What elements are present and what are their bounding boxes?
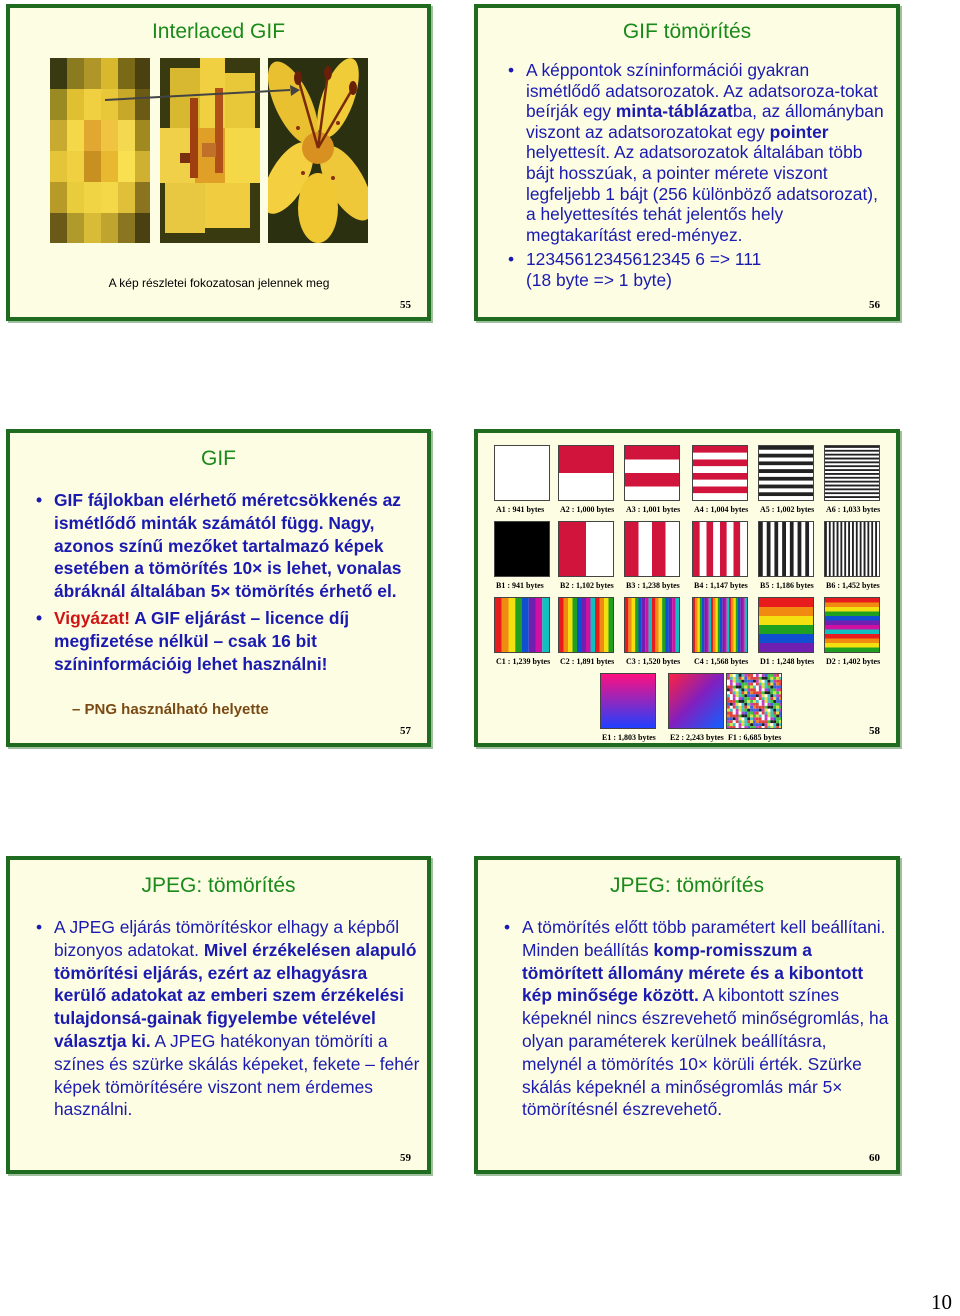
text-run: ba, az állományban viszont az adatsorozatokat egy — [526, 101, 884, 142]
test-pattern-tile — [558, 597, 614, 653]
tile-size-label: F1 : 6,685 bytes — [728, 733, 782, 742]
text-run: A JPEG hatékonyan tömöríti a színes és szürke skálás képeket, fekete – fehér képek tömörítésére viszont nem érdemes használni. — [54, 1030, 420, 1120]
slide-number: 58 — [869, 725, 880, 737]
tile-size-label: C4 : 1,568 bytes — [694, 657, 749, 666]
text-run: A tömörítés előtt több paramétert kell beállítani. Minden beállítás — [522, 917, 886, 960]
slide-number: 57 — [400, 725, 411, 737]
tile-size-label: D2 : 1,402 bytes — [826, 657, 881, 666]
slide-58 — [474, 429, 900, 747]
bullet-item — [504, 249, 884, 290]
text-run-bold: komp-romisszum a tömörített állomány mérete és a kibontott kép minősége között. — [522, 939, 864, 1006]
tile-size-label: A3 : 1,001 bytes — [626, 505, 681, 514]
slide-60 — [474, 856, 900, 1174]
slide-number: 59 — [400, 1152, 411, 1164]
text-run-bold: Mivel érzékelésen alapuló tömörítési eljárás, ezért az elhagyásra kerülő adatokat az emberi szem érzékelési tulajdonsá-gainak figyelembe vételével választja ki. — [54, 939, 417, 1051]
tile-size-label: C3 : 1,520 bytes — [626, 657, 681, 666]
test-pattern-tile — [558, 521, 614, 577]
slide-number: 60 — [869, 1152, 880, 1164]
sub-bullet: – PNG használható helyette — [72, 701, 269, 718]
image-caption: A kép részletei fokozatosan jelennek meg — [108, 276, 330, 290]
tile-size-label: A2 : 1,000 bytes — [560, 505, 615, 514]
test-pattern-tile — [624, 597, 680, 653]
bullet-list — [500, 916, 890, 1121]
tile-size-label: C1 : 1,239 bytes — [496, 657, 551, 666]
text-run: A képpontok színinformációi gyakran ismétlődő adatsorozatok. Az adatsoroza-tokat beírják egy — [526, 60, 878, 122]
bullet-item: • GIF fájlokban elérhető méretcsökkenés az ismétlődő minták számától függ. Nagy, azonos színű mezőket tartalmazó képek esetében a tömörítés 10× is lehet, vonalas ábráknál általában 5× tömörítés érhető el. — [32, 489, 422, 603]
bullet-list — [32, 916, 422, 1121]
test-pattern-tile — [692, 597, 748, 653]
test-pattern-tile — [494, 445, 550, 501]
tile-size-label: C2 : 1,891 bytes — [560, 657, 615, 666]
test-pattern-tile — [494, 521, 550, 577]
slide-title: JPEG: tömörítés — [609, 874, 765, 897]
page-number: 10 — [931, 1290, 952, 1314]
tile-size-label: B2 : 1,102 bytes — [560, 581, 614, 590]
text-run: 12345612345612345 6 => 111 — [526, 249, 762, 270]
bullet-item — [32, 607, 422, 675]
test-pattern-tile — [624, 521, 680, 577]
noise-tile — [726, 673, 782, 729]
bullet-item — [500, 916, 890, 1121]
tile-size-label: B6 : 1,452 bytes — [826, 581, 880, 590]
slide-title: GIF tömörítés — [622, 20, 752, 43]
tile-size-label: B4 : 1,147 bytes — [694, 581, 748, 590]
gradient-tile — [668, 673, 724, 729]
text-run-bold: pointer — [769, 121, 829, 142]
slide-57 — [6, 429, 431, 747]
bullet-item — [32, 916, 422, 1121]
test-pattern-tile — [494, 597, 550, 653]
slide-title: JPEG: tömörítés — [141, 874, 296, 897]
text-run: A kibontott színes képeknél nincs észrevehető minőségromlás, ha olyan paraméterek kerülnek beállításra, melynél a tömörítés 10× körüli érték. Szürke skálás képeknél a minőségromlás már 5× tömörítésnél észrevehető. — [522, 985, 889, 1120]
text-run: A JPEG eljárás tömörítéskor elhagy a képből bizonyos adatokat. — [54, 917, 400, 960]
tile-size-label: D1 : 1,248 bytes — [760, 657, 815, 666]
tile-size-label: E2 : 2,243 bytes — [670, 733, 724, 742]
test-pattern-tile — [558, 445, 614, 501]
slide-59 — [6, 856, 431, 1174]
tile-size-label: E1 : 1,803 bytes — [602, 733, 656, 742]
gradient-tile — [600, 673, 656, 729]
test-pattern-tile — [692, 521, 748, 577]
test-pattern-tile — [758, 597, 814, 653]
bullet-item — [504, 60, 884, 245]
tile-size-label: A6 : 1,033 bytes — [826, 505, 881, 514]
text-run: helyettesít. Az adatsorozatok általában több bájt hosszúak, a pointer mérete viszont legfeljebb 1 bájt (256 különböző adatsorozat), a helyettesítés tehát jelentős hely megtakarítást ered-ményez. — [526, 142, 878, 245]
test-pattern-tile — [824, 521, 880, 577]
bullet-list — [32, 489, 422, 675]
tile-size-label: A1 : 941 bytes — [496, 505, 545, 514]
text-run: (18 byte => 1 byte) — [526, 269, 672, 290]
slide-number: 55 — [400, 299, 411, 311]
test-pattern-tile — [692, 445, 748, 501]
slide-title: Interlaced GIF — [151, 20, 286, 43]
test-pattern-tile — [824, 597, 880, 653]
bullet-list — [504, 60, 884, 291]
text-run: A GIF eljárást – licence díj megfizetése nélkül – csak 16 bit színinformációig lehet használni! — [54, 607, 350, 674]
test-pattern-tile — [824, 445, 880, 501]
test-pattern-tile — [758, 445, 814, 501]
slide-56 — [474, 4, 900, 321]
slide-title: GIF — [201, 447, 236, 470]
slide-55 — [6, 4, 431, 321]
test-pattern-tile — [624, 445, 680, 501]
tile-size-label: B3 : 1,238 bytes — [626, 581, 680, 590]
tile-size-label: A5 : 1,002 bytes — [760, 505, 815, 514]
test-pattern-tile — [758, 521, 814, 577]
text-run-bold: minta-táblázat — [615, 101, 733, 122]
slide-number: 56 — [869, 299, 880, 311]
tile-size-label: B5 : 1,186 bytes — [760, 581, 814, 590]
tile-size-label: A4 : 1,004 bytes — [694, 505, 749, 514]
warning-label: Vigyázat! — [54, 607, 131, 628]
tile-size-label: B1 : 941 bytes — [496, 581, 544, 590]
arrow-icon — [105, 80, 305, 110]
